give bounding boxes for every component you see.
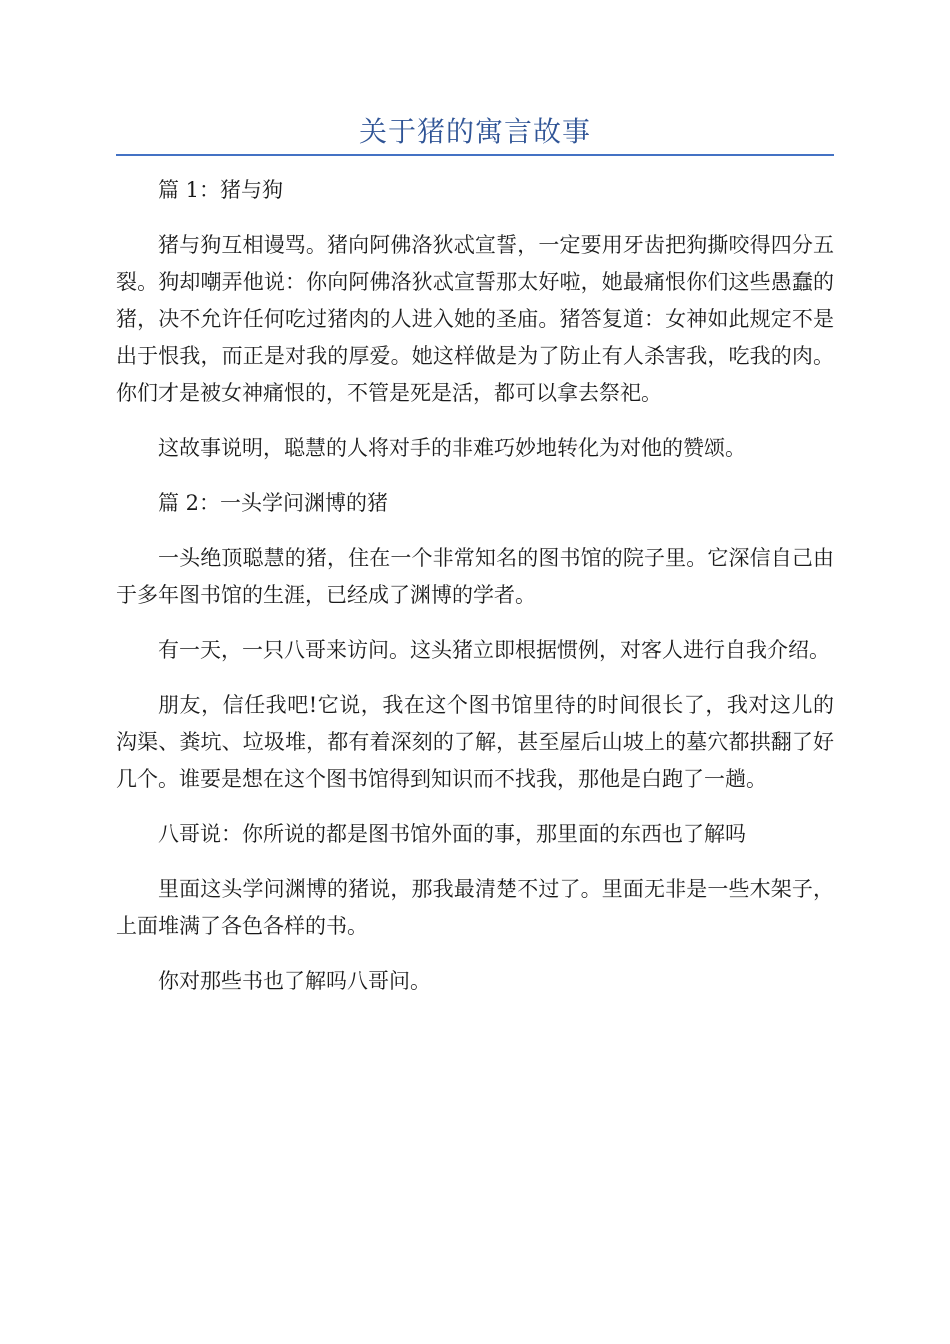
document-body (116, 172, 834, 1018)
paragraph: 一头绝顶聪慧的猪，住在一个非常知名的图书馆的院子里。它深信自己由于多年图书馆的生涯，已经成了渊博的学者。 (116, 546, 834, 607)
paragraph: 有一天，一只八哥来访问。这头猪立即根据惯例，对客人进行自我介绍。 (158, 638, 830, 662)
paragraph: 你对那些书也了解吗八哥问。 (158, 969, 431, 993)
paragraph: 这故事说明，聪慧的人将对手的非难巧妙地转化为对他的赞颂。 (158, 436, 746, 460)
paragraph: 里面这头学问渊博的猪说，那我最清楚不过了。里面无非是一些木架子，上面堆满了各色各样的书。 (116, 877, 834, 938)
section-heading-1: 篇 1：猪与狗 (158, 178, 284, 202)
section-heading-2: 篇 2：一头学问渊博的猪 (158, 491, 389, 515)
document-title: 关于猪的寓言故事 (358, 115, 591, 148)
paragraph: 朋友，信任我吧!它说，我在这个图书馆里待的时间很长了，我对这儿的沟渠、粪坑、垃圾堆，都有着深刻的了解，甚至屋后山坡上的墓穴都拱翻了好几个。谁要是想在这个图书馆得到知识而不找我，那他是白跑了一趟。 (116, 693, 834, 791)
paragraph: 八哥说：你所说的都是图书馆外面的事，那里面的东西也了解吗 (158, 822, 746, 846)
paragraph: 猪与狗互相谩骂。猪向阿佛洛狄忒宣誓，一定要用牙齿把狗撕咬得四分五裂。狗却嘲弄他说：你向阿佛洛狄忒宣誓那太好啦，她最痛恨你们这些愚蠢的猪，决不允许任何吃过猪肉的人进入她的圣庙。猪答复道：女神如此规定不是出于恨我，而正是对我的厚爱。她这样做是为了防止有人杀害我，吃我的肉。你们才是被女神痛恨的，不管是死是活，都可以拿去祭祀。 (116, 233, 834, 405)
title-underline (116, 154, 834, 156)
